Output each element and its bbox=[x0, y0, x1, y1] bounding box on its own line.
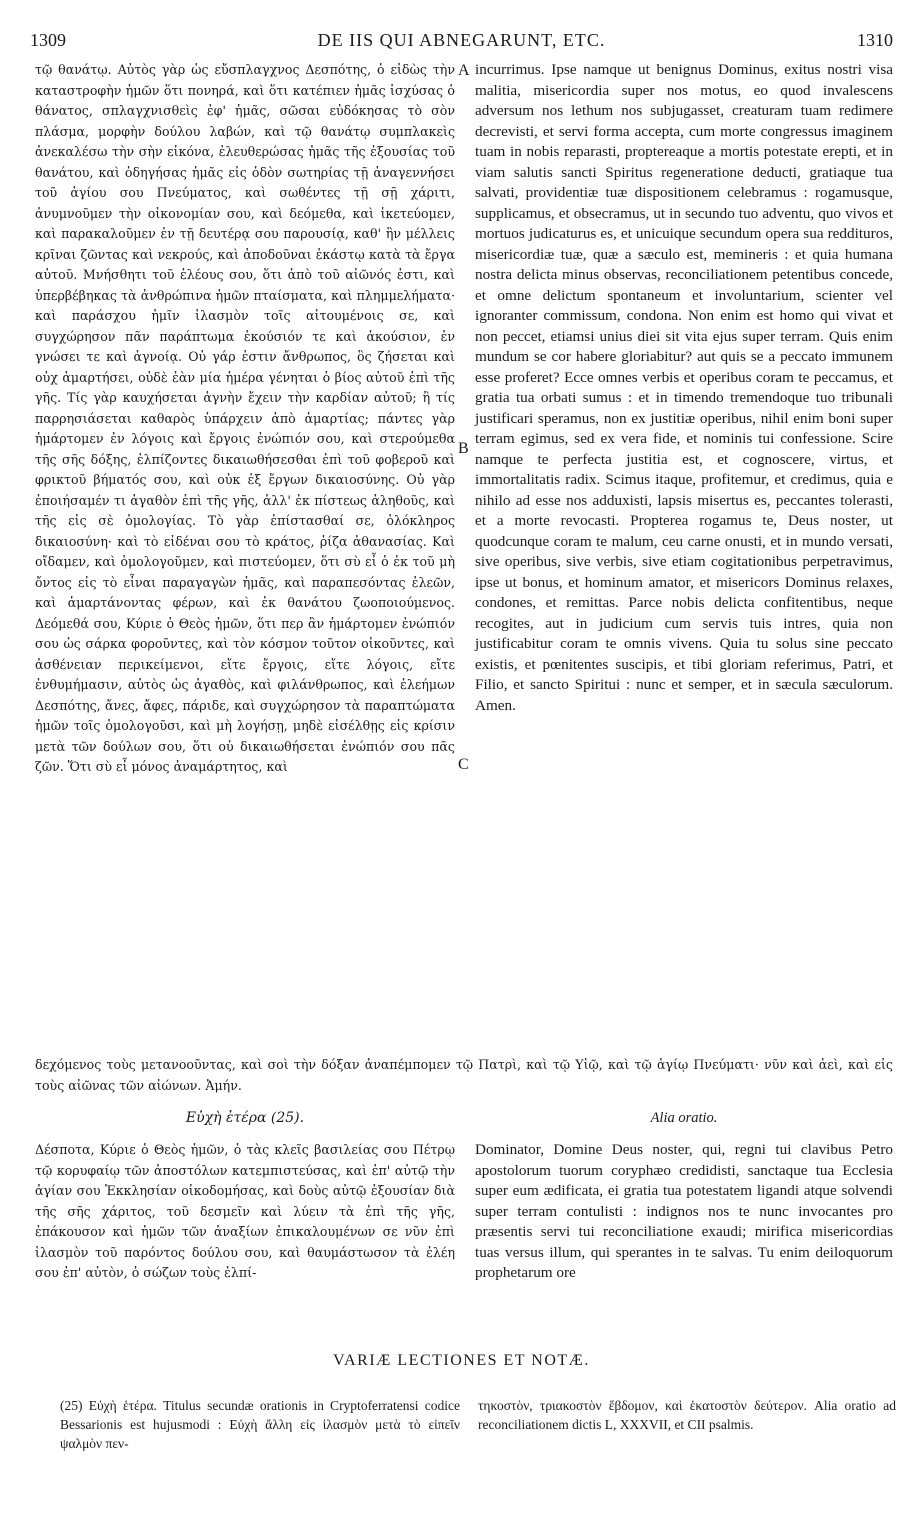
latin-prayer-title: Alia oratio. bbox=[650, 1110, 718, 1126]
greek-prayer-text: Δέσποτα, Κύριε ὁ Θεὸς ἡμῶν, ὁ τὰς κλεῖς βασιλείας σου Πέτρῳ τῷ κορυφαίῳ τῶν ἀποστόλων κατεμπιστεύσας, καὶ ἐπ' αὐτῷ τὴν ἁγίαν σου Ἐκκλησίαν οἰκοδομήσας, καὶ δοὺς αὐτῷ ἐξουσίαν διὰ τῆς σῆς χάριτος, τοῦ δεσμεῖν καὶ λύειν τὰ ἐπὶ τῆς γῆς, ἐπάκουσον καὶ ἡμῶν τῶν ἀναξίων ἐπικαλουμένων σε νῦν ἐπὶ ἱλασμὸν τοῦ παρόντος δούλου σου, καὶ θαυμάστωσον τὰ ἐλέη σου ἐπ' αὐτὸν, ὁ σώζων τοὺς ἐλπί- bbox=[35, 1142, 455, 1280]
margin-letter-c: C bbox=[458, 756, 469, 773]
running-header bbox=[30, 30, 893, 60]
running-title: DE IIS QUI ABNEGARUNT, ETC. bbox=[317, 30, 606, 50]
page-number-left: 1309 bbox=[30, 30, 66, 50]
greek-continuation-fullwidth: δεχόμενος τοὺς μετανοοῦντας, καὶ σοὶ τὴν δόξαν ἀναπέμπομεν τῷ Πατρὶ, καὶ τῷ Υἱῷ, καὶ τῷ ἁγίῳ Πνεύματι· νῦν καὶ ἀεὶ, καὶ εἰς τοὺς αἰῶνας τῶν αἰώνων. Ἀμήν. bbox=[35, 1057, 893, 1093]
margin-letter-a: A bbox=[458, 62, 470, 79]
latin-prayer-text: Dominator, Domine Deus noster, qui, regni tui clavibus Petro apostolorum tuorum coryphæo credidisti, sanctaque tua Ecclesia super eum ædificata, ei gratia tua potestatem ligandi atque solvendi super terram contulisti : indignos nos te nunc invocantes pro præsentis servi tui reconciliatione exaudi; mirifica misericordias tuas versus illum, qui sperantes in te salvas. Tu enim deiloquorum prophetarum ore bbox=[475, 1141, 893, 1281]
greek-column-main: τῷ θανάτῳ. Αὐτὸς γὰρ ὡς εὔσπλαγχνος Δεσπότης, ὁ εἰδὼς τὴν καταστροφὴν ἡμῶν ὅτι πονηρά, καὶ ὅτι κατέπιεν ἡμᾶς ἰσχύσας ὁ θάνατος, σπλαγχνισθεὶς ἐφ' ἡμᾶς, σῶσαι εὐδόκησας τὸ σὸν πλάσμα, μορφὴν δούλου λαβών, καὶ τῷ θανάτῳ συμπλακεὶς ἀνεκαλέσω τὴν σὴν εἰκόνα, ἐλευθερώσας ἡμᾶς τῆς ἐξουσίας τοῦ θανάτου, καὶ ὁδηγήσας ἡμᾶς εἰς ὁδὸν σωτηρίας τῇ ἀναγεννήσει τοῦ ἁγίου σου Πνεύματος, καὶ σωθέντες τῇ σῇ χάριτι, ἀνυμνοῦμεν τὴν οἰκονομίαν σου, καὶ δεόμεθα, καὶ ἱκετεύομεν, καὶ παρακαλοῦμεν ἐν τῇ δευτέρᾳ σου παρουσίᾳ, καθ' ἣν μέλλεις κρῖναι ζῶντας καὶ νεκρούς, καὶ ἀποδοῦναι ἑκάστῳ κατὰ τὰ ἔργα αὐτοῦ. Μνήσθητι τοῦ ἐλέους σου, ὅτι ἀπὸ τοῦ αἰῶνός ἐστι, καὶ ὑπερβέβηκας τὰ ἀνθρώπινα ἡμῶν πταίσματα, καὶ πλημμελήματα· καὶ παράσχου ἡμῖν ἱλασμὸν τοῖς αἰτουμένοις σε, καὶ συγχώρησον πᾶν παράπτωμα ἑκούσιόν τε καὶ ἀκούσιον, ἐν γνώσει τε καὶ ἀγνοίᾳ. Οὐ γάρ ἐστιν ἄνθρωπος, ὃς ζήσεται καὶ οὐχ ἁμαρτήσει, οὐδὲ ἐὰν μία ἡμέρα γένηται ὁ βίος αὐτοῦ ἐπὶ τῆς γῆς. Τίς γὰρ καυχήσεται ἁγνὴν ἔχειν τὴν καρδίαν αὐτοῦ; ἢ τίς παρρησιάσεται καθαρὸς ὑπάρχειν ἀπὸ ἁμαρτίας; πάντες γὰρ ἡμάρτομεν ἐν λόγοις καὶ ἔργοις ἐνώπιόν σου, καὶ στερούμεθα τῆς σῆς δόξης, ἐλπίζοντες δικαιωθήσεσθαι ἐπὶ τοῦ φοβεροῦ καὶ φρικτοῦ βήματός σου, καὶ οὐκ ἐξ ἔργων δικαιοσύνης. Οὐ γὰρ ἐποιήσαμέν τι ἀγαθὸν ἐπὶ τῆς γῆς, ἀλλ' ἐκ πίστεως ἀληθοῦς, καὶ τῆς εἰς σὲ ὁμολογίας. Τὸ γὰρ ἐπίστασθαί σε, ὁλόκληρος δικαιοσύνη· καὶ τὸ εἰδέναι σου τὸ κράτος, ῥίζα ἀθανασίας. Καὶ οἴδαμεν, καὶ ὁμολογοῦμεν, καὶ πιστεύομεν, ὅτι σὺ εἶ ὁ ἐκ τοῦ μὴ ὄντος εἰς τὸ εἶναι παραγαγὼν ἡμᾶς, καὶ παραπεσόντας ἐλεῶν, καὶ ἁμαρτάνοντας φέρων, καὶ ἐκ θανάτου ζωοποιούμενος. Δεόμεθά σου, Κύριε ὁ Θεὸς ἡμῶν, ὅτι περ ἂν ἡμάρτομεν ἐνώπιόν σου ὡς σάρκα φοροῦντες, καὶ τὸν κόσμον τοῦτον οἰκοῦντες, καὶ ἀσθένειαν περικείμενοι, εἴτε ἔργοις, εἴτε λόγοις, εἴτε ἐνθυμήμασιν, αὐτὸς ὡς ἀγαθὸς, καὶ φιλάνθρωπος, καὶ ἐλεήμων Δεσπότης, ἄνες, ἄφες, πάριδε, καὶ συγχώρησον τὰ παραπτώματα ἡμῶν τοῖς ὁμολογοῦσι, καὶ μὴ λογήσῃ, μηδὲ εἰσέλθῃς εἰς κρίσιν μετὰ τῶν δούλων σου, ὅτι οὐ δικαιωθήσεται ἐνώπιόν σου πᾶς ζῶν. Ὅτι σὺ εἶ μόνος ἀναμάρτητος, καὶ bbox=[35, 62, 455, 774]
notes-heading: VARIÆ LECTIONES ET NOTÆ. bbox=[333, 1352, 590, 1369]
footnote-left: (25) Εὐχὴ ἑτέρα. Titulus secundæ orationis in Cryptoferratensi codice Bessarionis est hujusmodi : Εὐχὴ ἄλλη εἰς ἱλασμὸν μετὰ τὸ εἰπεῖν ψαλμὸν πεν- bbox=[60, 1398, 460, 1451]
latin-column-main: incurrimus. Ipse namque ut benignus Dominus, exitus nostri visa malitia, misericordia super nos motus, eo quod invalescens adversum nos lethum nos subjugasset, creaturam tuam redimere decrevisti, et servi forma accepta, cum morte congressus imaginem tuam in nobis reparasti, proptereaque a mortis potestate erepti, et in viam salutis sancti Spiritus regeneratione deducti, gratiaque tua salvati, providentiæ tuæ dispositionem celebramus : rogamusque, supplicamus, et obsecramus, ut in secundo tuo adventu, quo vivos et mortuos judicaturus es, et unicuique secundum opera sua reddituros, misericordiæ tuæ, quæ a sæculo est, memineris : et quia humana nostra delicta minus observas, reconciliationem petentibus concede, et omne delictum spontaneum et involuntarium, scienter vel ignoranter commissum, condona. Non enim est homo qui vivat et non peccet, etiamsi unius diei sit vita ejus super terram. Quis enim mundum se cor habere gloriabitur? aut quis se a peccato immunem esse proferet? Ecce omnes verbis et operibus coram te peccamus, et gratia tua orbati sumus : et in timendo tremendoque tuo tribunali justificari speramus, non ex justitiæ operibus, nihil enim boni super terram egimus, sed ex vera fide, et nominis tui confessione. Scire namque te perfecta justitia est, et cognoscere, virtus, et immortalitatis radix. Scimus itaque, profitemur, et credimus, quia e nihilo ad esse nos adduxisti, lapsis misertus es, peccantes tolerasti, et a morte revocasti. Propterea rogamus te, Deus noster, ut quodcunque coram te malum, ceu carne onusti, et in mundo versati, sive operibus, sive verbis, sive etiam cogitationibus perpetravimus, ipse ut bonus, et hominum amator, et misericors Dominus relaxes, condones, et remittas. Parce nobis delicta confitentibus, neque recogites, aut in judicium cum servis tuis intres, quia non justificabitur coram te omnis vivens. Quia tu solus sine peccato existis, et pœnitentes suscipis, et tibi gloriam referimus, Patri, et Filio, et sancto Spiritui : nunc et semper, et in sæcula sæculorum. Amen. bbox=[475, 61, 893, 714]
margin-letter-b: B bbox=[458, 440, 469, 457]
footnote-right: τηκοστὸν, τριακοστὸν ἕβδομον, καὶ ἑκατοστὸν δεύτερον. Alia oratio ad reconciliationem dictis L, XXXVII, et CII psalmis. bbox=[478, 1398, 896, 1432]
greek-prayer-title: Εὐχὴ ἑτέρα (25). bbox=[185, 1110, 305, 1126]
page-number-right: 1310 bbox=[857, 30, 893, 50]
